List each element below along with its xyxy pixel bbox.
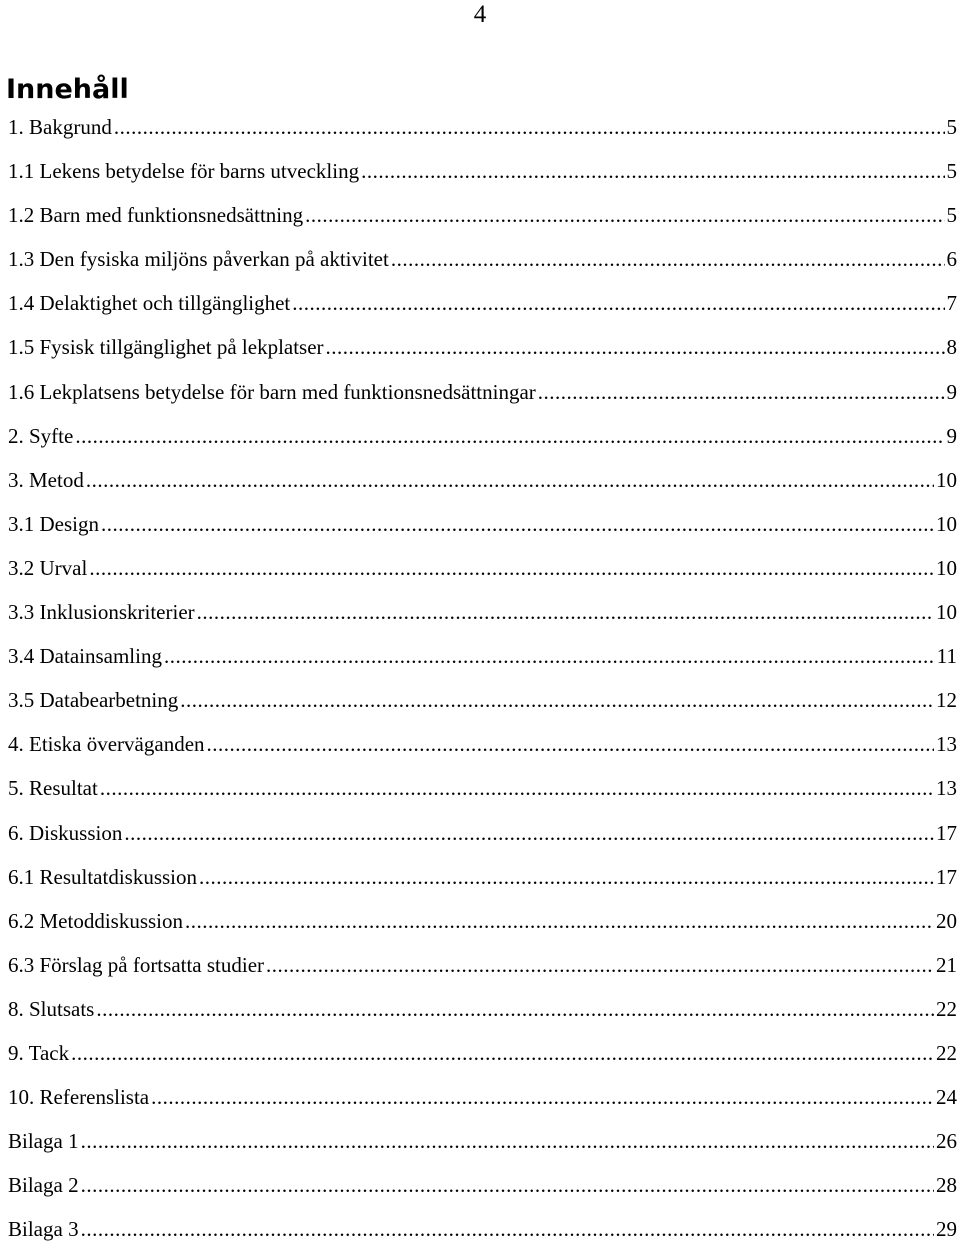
toc-entry-page: 9 — [945, 370, 960, 414]
toc-leader-dots — [81, 1207, 934, 1251]
toc-entry-label: 8. Slutsats — [8, 987, 96, 1031]
toc-entry-page: 29 — [934, 1207, 960, 1251]
toc-entry-label: 6.2 Metoddiskussion — [8, 899, 185, 943]
toc-leader-dots — [326, 325, 945, 369]
toc-entry[interactable] — [8, 281, 960, 325]
toc-entry-page: 13 — [934, 766, 960, 810]
toc-entry[interactable] — [8, 149, 960, 193]
toc-leader-dots — [199, 855, 934, 899]
toc-entry-page: 22 — [934, 1031, 960, 1075]
toc-entry[interactable] — [8, 1031, 960, 1075]
toc-entry[interactable] — [8, 855, 960, 899]
toc-entry-label: 3.5 Databearbetning — [8, 678, 180, 722]
toc-entry-page: 8 — [945, 325, 960, 369]
toc-entry[interactable] — [8, 193, 960, 237]
toc-entry-label: Bilaga 1 — [8, 1119, 81, 1163]
toc-entry-page: 10 — [934, 502, 960, 546]
toc-leader-dots — [89, 546, 934, 590]
toc-entry-label: 3.3 Inklusionskriterier — [8, 590, 197, 634]
toc-entry[interactable] — [8, 678, 960, 722]
toc-leader-dots — [305, 193, 944, 237]
toc-entry[interactable] — [8, 1163, 960, 1207]
toc-leader-dots — [207, 722, 934, 766]
toc-leader-dots — [151, 1075, 934, 1119]
toc-entry[interactable] — [8, 237, 960, 281]
toc-leader-dots — [81, 1163, 934, 1207]
toc-leader-dots — [86, 458, 934, 502]
toc-entry-page: 17 — [934, 811, 960, 855]
toc-entry-label: 10. Referenslista — [8, 1075, 151, 1119]
toc-entry-label: 1.5 Fysisk tillgänglighet på lekplatser — [8, 325, 326, 369]
toc-entry[interactable] — [8, 590, 960, 634]
toc-entry[interactable] — [8, 943, 960, 987]
toc-leader-dots — [101, 502, 934, 546]
toc-leader-dots — [114, 105, 945, 149]
toc-entry-page: 10 — [934, 590, 960, 634]
toc-entry-page: 22 — [934, 987, 960, 1031]
toc-entry-page: 26 — [934, 1119, 960, 1163]
toc-entry[interactable] — [8, 899, 960, 943]
toc-entry-label: Bilaga 2 — [8, 1163, 81, 1207]
toc-entry[interactable] — [8, 502, 960, 546]
toc-title: Innehåll — [6, 74, 129, 106]
toc-entry-page: 7 — [945, 281, 960, 325]
toc-entry[interactable] — [8, 987, 960, 1031]
toc-entry[interactable] — [8, 634, 960, 678]
toc-entry[interactable] — [8, 414, 960, 458]
toc-entry-label: 2. Syfte — [8, 414, 75, 458]
toc-entry-label: 1.2 Barn med funktionsnedsättning — [8, 193, 305, 237]
toc-leader-dots — [71, 1031, 934, 1075]
toc-entry-label: 6. Diskussion — [8, 811, 124, 855]
toc-leader-dots — [538, 370, 945, 414]
toc-leader-dots — [124, 811, 934, 855]
toc-leader-dots — [100, 766, 934, 810]
toc-entry-page: 5 — [945, 149, 960, 193]
toc-entry-label: 3.1 Design — [8, 502, 101, 546]
toc-entry-label: 3.2 Urval — [8, 546, 89, 590]
toc-leader-dots — [96, 987, 934, 1031]
toc-entry[interactable] — [8, 370, 960, 414]
toc-entry-label: 1.6 Lekplatsens betydelse för barn med funktionsnedsättningar — [8, 370, 538, 414]
toc-entry-page: 9 — [945, 414, 960, 458]
toc-entry[interactable] — [8, 1207, 960, 1251]
toc-entry[interactable] — [8, 105, 960, 149]
toc-entry-label: 1.3 Den fysiska miljöns påverkan på aktivitet — [8, 237, 391, 281]
toc-entry-page: 17 — [934, 855, 960, 899]
toc-entry-page: 21 — [934, 943, 960, 987]
toc-entry-page: 20 — [934, 899, 960, 943]
toc-entry[interactable] — [8, 1075, 960, 1119]
table-of-contents — [8, 105, 960, 1251]
toc-entry-label: 6.3 Förslag på fortsatta studier — [8, 943, 266, 987]
toc-entry-page: 11 — [935, 634, 960, 678]
toc-entry-page: 24 — [934, 1075, 960, 1119]
toc-entry-page: 5 — [945, 193, 960, 237]
toc-entry-page: 10 — [934, 458, 960, 502]
toc-entry-label: 1.4 Delaktighet och tillgänglighet — [8, 281, 292, 325]
toc-entry[interactable] — [8, 458, 960, 502]
toc-leader-dots — [391, 237, 945, 281]
toc-entry-label: 1. Bakgrund — [8, 105, 114, 149]
toc-leader-dots — [75, 414, 944, 458]
toc-entry-label: 9. Tack — [8, 1031, 71, 1075]
toc-leader-dots — [81, 1119, 934, 1163]
toc-entry[interactable] — [8, 722, 960, 766]
toc-entry-label: 6.1 Resultatdiskussion — [8, 855, 199, 899]
toc-entry-page: 28 — [934, 1163, 960, 1207]
toc-entry-page: 13 — [934, 722, 960, 766]
toc-entry[interactable] — [8, 811, 960, 855]
toc-leader-dots — [164, 634, 935, 678]
toc-leader-dots — [185, 899, 934, 943]
toc-entry[interactable] — [8, 546, 960, 590]
toc-entry-label: 3.4 Datainsamling — [8, 634, 164, 678]
toc-leader-dots — [292, 281, 944, 325]
toc-entry-label: 4. Etiska överväganden — [8, 722, 207, 766]
toc-entry-page: 10 — [934, 546, 960, 590]
toc-entry-page: 5 — [945, 105, 960, 149]
toc-leader-dots — [361, 149, 944, 193]
toc-entry-label: Bilaga 3 — [8, 1207, 81, 1251]
toc-entry-page: 6 — [945, 237, 960, 281]
toc-leader-dots — [266, 943, 934, 987]
toc-entry[interactable] — [8, 766, 960, 810]
toc-entry-label: 1.1 Lekens betydelse för barns utveckling — [8, 149, 361, 193]
toc-entry-label: 3. Metod — [8, 458, 86, 502]
page-number: 4 — [0, 0, 960, 30]
toc-leader-dots — [180, 678, 934, 722]
toc-entry-page: 12 — [934, 678, 960, 722]
toc-entry[interactable] — [8, 1119, 960, 1163]
toc-entry[interactable] — [8, 325, 960, 369]
toc-leader-dots — [197, 590, 934, 634]
toc-entry-label: 5. Resultat — [8, 766, 100, 810]
